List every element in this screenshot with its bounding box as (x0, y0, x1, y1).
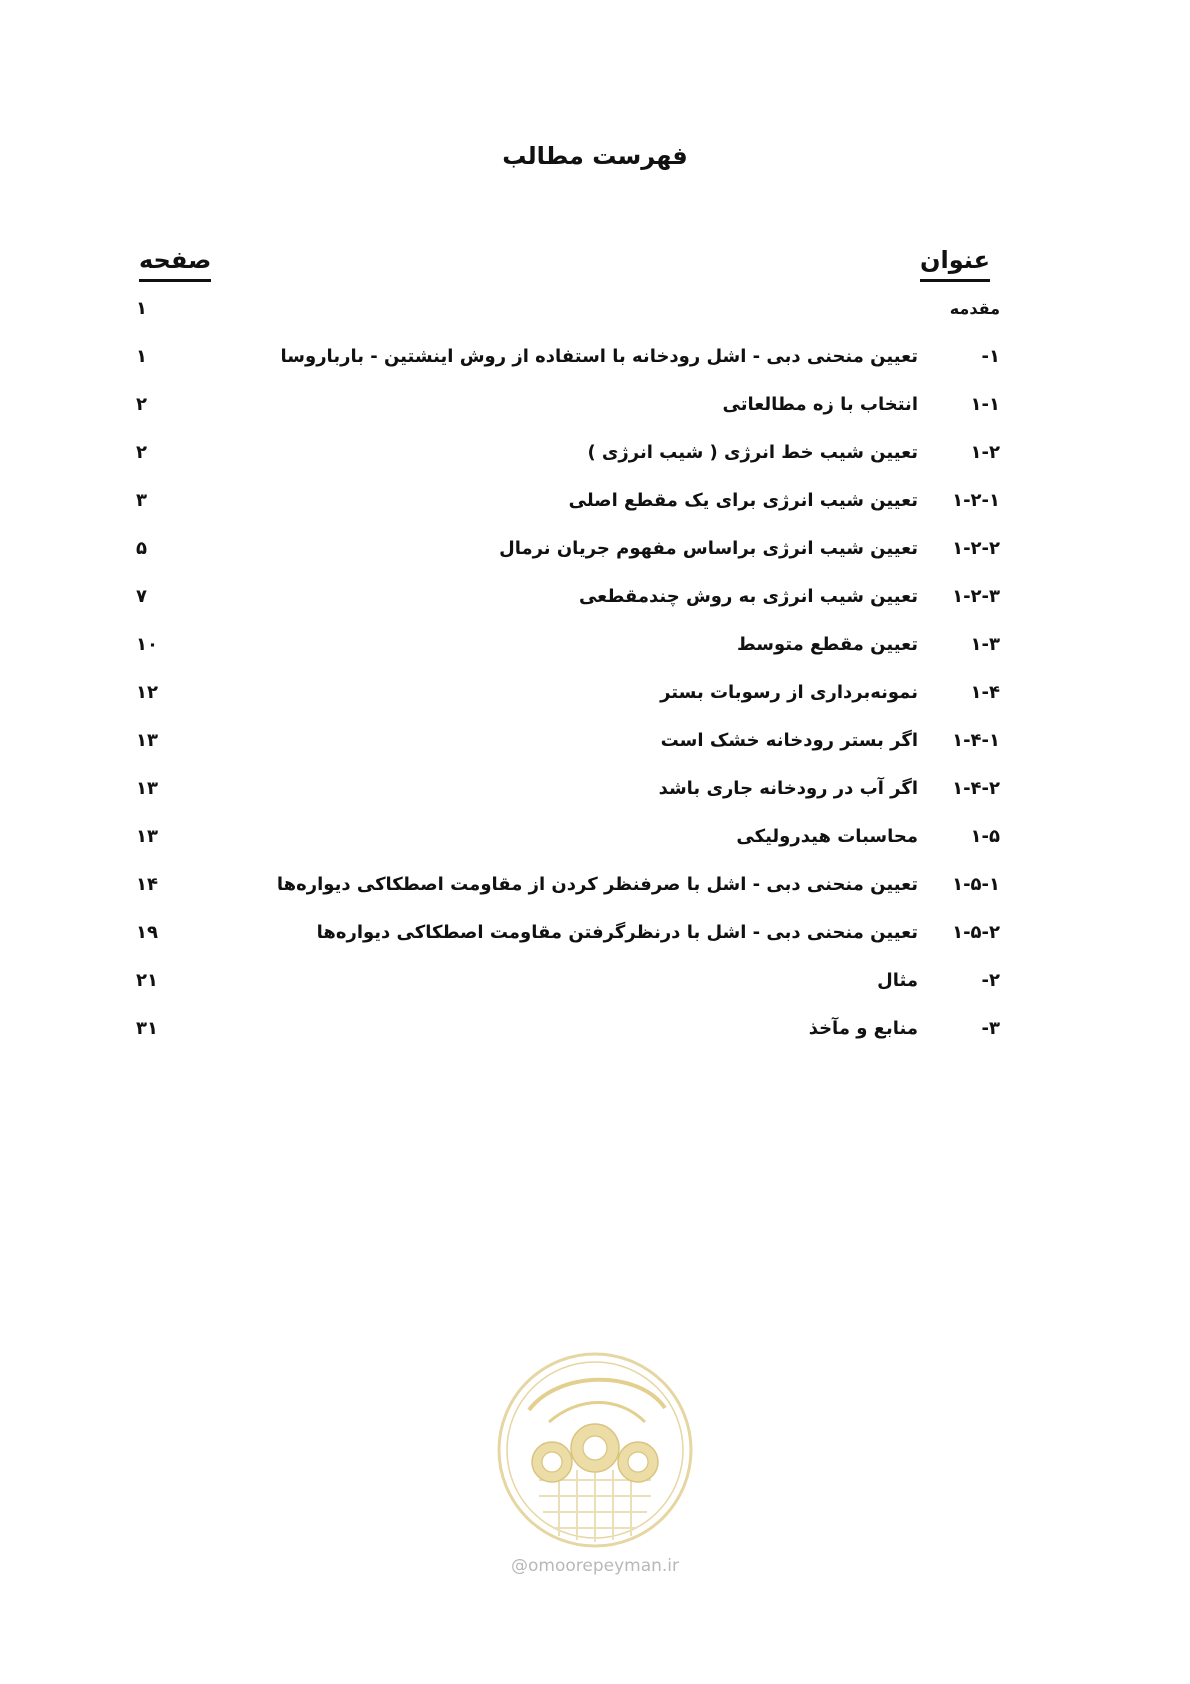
toc-page-number: ۱۳ (136, 826, 158, 847)
toc-page-number: ۱۹ (136, 922, 158, 943)
toc-row (130, 967, 1000, 1015)
watermark-seal (489, 1330, 701, 1570)
toc-page-number: ۲۱ (136, 970, 158, 991)
toc-row (130, 727, 1000, 775)
toc-section-title: اگر بستر رودخانه خشک است (660, 730, 918, 751)
toc-section-title: محاسبات هیدرولیکی (736, 826, 918, 847)
toc-section-title: انتخاب با زه مطالعاتی (722, 394, 918, 415)
toc-section-number: ۱-۴-۱ (952, 730, 1000, 751)
toc-section-title: تعیین شیب خط انرژی ( شیب انرژی ) (587, 442, 918, 463)
toc-section-title: تعیین منحنی دبی - اشل با درنظرگرفتن مقاومت اصطکاکی دیواره‌ها (316, 922, 918, 943)
page-title: فهرست مطالب (502, 142, 688, 170)
toc-section-number: ۱-۲-۱ (952, 490, 1000, 511)
toc-section-title: تعیین منحنی دبی - اشل با صرفنظر کردن از مقاومت اصطکاکی دیواره‌ها (276, 874, 918, 895)
toc-section-title: تعیین منحنی دبی - اشل رودخانه با استفاده از روش اینشتین - بارباروسا (280, 346, 918, 367)
toc-section-number: ۱-۲-۲ (952, 538, 1000, 559)
toc-row (130, 583, 1000, 631)
toc-page-number: ۱۳ (136, 778, 158, 799)
toc-section-number: ۱-۲ (970, 442, 1000, 463)
toc-section-title: مثال (877, 970, 918, 991)
toc-section-title: مقدمه (949, 299, 1000, 318)
toc-row (130, 343, 1000, 391)
toc-section-number: ۱-۵-۱ (952, 874, 1000, 895)
toc-section-title: تعیین شیب انرژی براساس مفهوم جریان نرمال (499, 538, 918, 559)
toc-section-title: تعیین شیب انرژی برای یک مقطع اصلی (568, 490, 918, 511)
toc-row (130, 631, 1000, 679)
toc-row (130, 391, 1000, 439)
toc-row (130, 775, 1000, 823)
toc-page-number: ۱۳ (136, 730, 158, 751)
toc-section-number: ۱-۲-۳ (952, 586, 1000, 607)
toc-row (130, 919, 1000, 967)
toc-page-number: ۲ (136, 394, 147, 415)
toc-section-number: ۱-۵-۲ (952, 922, 1000, 943)
toc-section-title: تعیین مقطع متوسط (736, 634, 918, 655)
toc-section-number: ۱-۱ (970, 394, 1000, 415)
toc-section-number: ۱-۳ (970, 634, 1000, 655)
table-of-contents (130, 295, 1000, 1063)
toc-row (130, 487, 1000, 535)
toc-section-number: ۱- (981, 346, 1000, 367)
toc-section-title: نمونه‌برداری از رسوبات بستر (660, 682, 918, 703)
page-column-header: صفحه (139, 246, 211, 282)
toc-section-number: ۳- (981, 1018, 1000, 1039)
toc-section-title: منابع و مآخذ (808, 1018, 918, 1039)
seal-emblem-icon (489, 1330, 701, 1570)
toc-page-number: ۳۱ (136, 1018, 158, 1039)
watermark-caption: @omoorepeyman.ir (510, 1556, 680, 1576)
toc-row (130, 535, 1000, 583)
toc-section-title: اگر آب در رودخانه جاری باشد (658, 778, 918, 799)
title-column-header: عنوان (920, 246, 990, 282)
toc-row (130, 439, 1000, 487)
toc-page-number: ۲ (136, 442, 147, 463)
toc-row (130, 679, 1000, 727)
toc-row (130, 871, 1000, 919)
toc-section-number: ۱-۴-۲ (952, 778, 1000, 799)
toc-page-number: ۳ (136, 490, 147, 511)
toc-page-number: ۱۰ (136, 634, 158, 655)
toc-row (130, 823, 1000, 871)
toc-page-number: ۷ (136, 586, 147, 607)
toc-row (130, 1015, 1000, 1063)
toc-section-title: تعیین شیب انرژی به روش چندمقطعی (578, 586, 918, 607)
toc-page-number: ۵ (136, 538, 147, 559)
toc-section-number: ۱-۴ (970, 682, 1000, 703)
toc-page-number: ۱ (136, 346, 147, 367)
toc-page-number: ۱۴ (136, 874, 158, 895)
toc-page-number: ۱۲ (136, 682, 158, 703)
toc-section-number: ۱-۵ (970, 826, 1000, 847)
toc-row (130, 295, 1000, 343)
toc-page-number: ۱ (136, 298, 147, 319)
toc-section-number: ۲- (981, 970, 1000, 991)
